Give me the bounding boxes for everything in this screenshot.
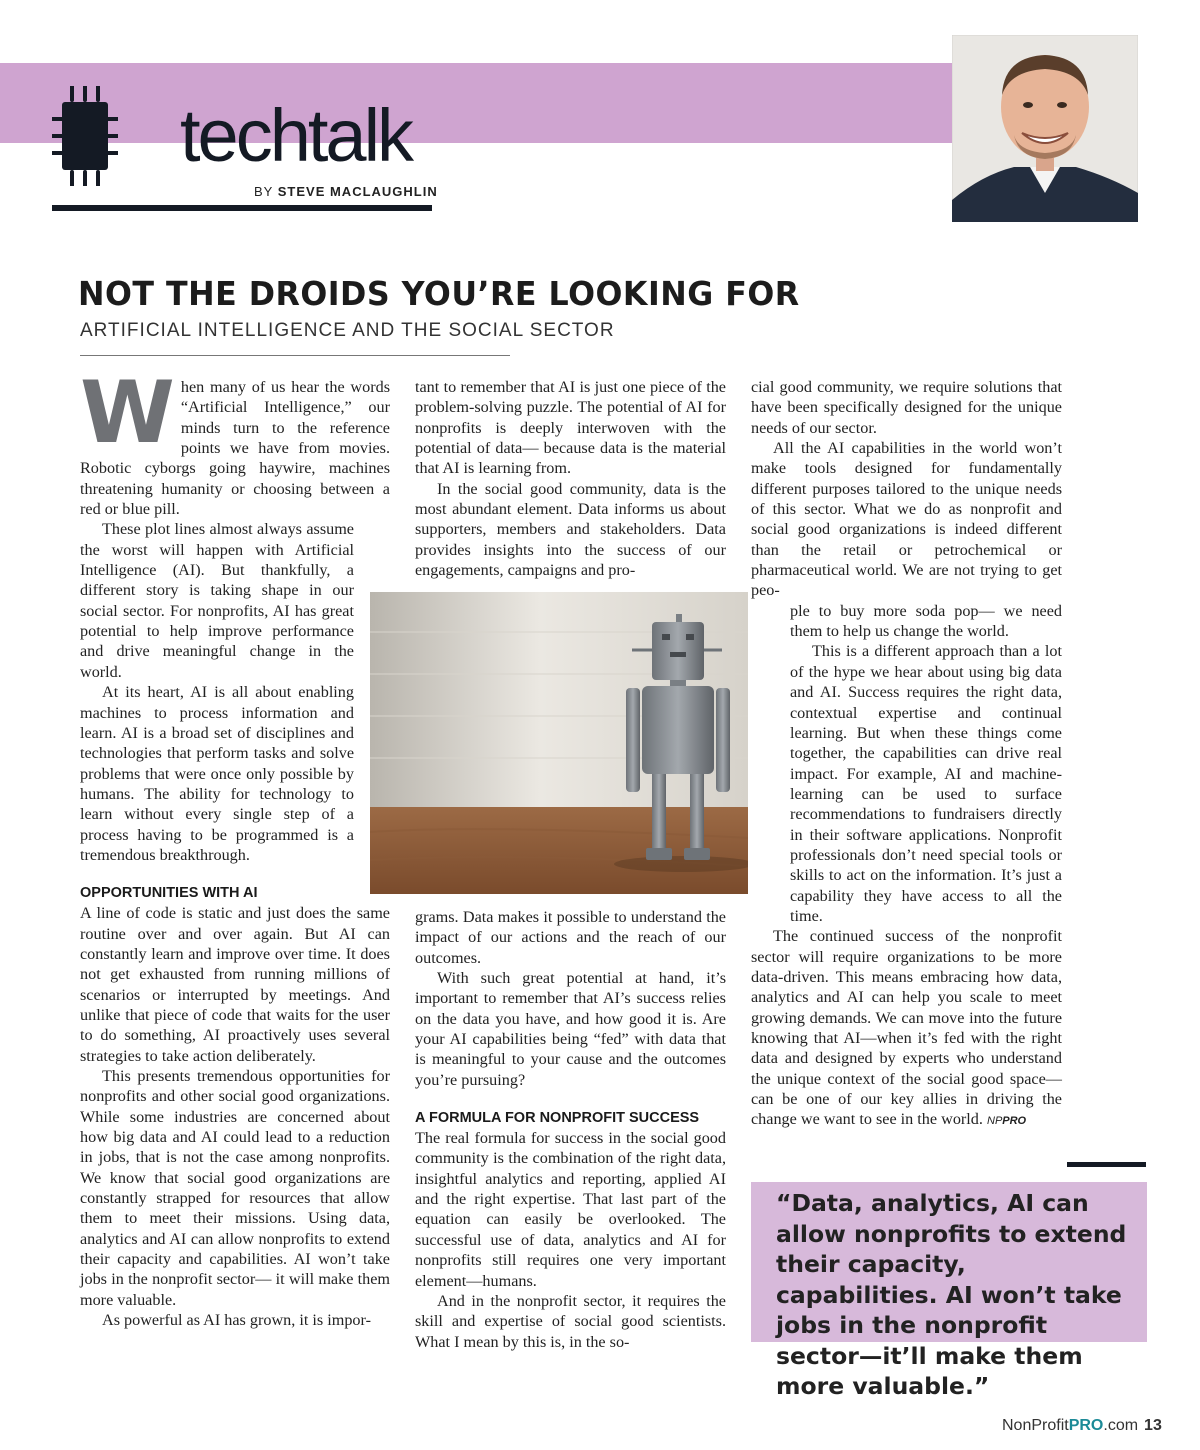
footer-site-a: NonProfit xyxy=(1002,1417,1069,1434)
paragraph: The real formula for success in the social good community is the combination of the right data, insightful analytics and reporting, applied AI and the right expertise. That last part of the equation can easily be overlooked. The successful use of data, analytics and AI for nonprofits still requires one very important element—humans. xyxy=(415,1129,726,1290)
section-title: techtalk xyxy=(180,94,412,177)
paragraph: This is a different approach than a lot of the hype we hear about using big data and AI. Success requires the right data, contextual expertise and continual learning. But when these things come together, the capabilities can drive real impact. For example, AI and machine-learning can be used to surface recommendations to fundraisers directly in their software applications. Nonprofit professionals don’t need special tools or skills to act on the information. It’s just a capability they have access to all the time. xyxy=(790,642,1062,925)
footer-site-c: .com xyxy=(1103,1417,1139,1434)
header-rule xyxy=(52,205,432,211)
paragraph: At its heart, AI is all about enabling machines to process information and learn. AI is a broad set of disciplines and technologies that perform tasks and solve problems that were once only possible by humans. The ability for technology to learn without every single step of a process having to be programmed is a tremendous breakthrough. xyxy=(80,683,354,864)
paragraph: This presents tremendous opportunities for nonprofits and other social good organizations. While some industries are concerned about how big data and AI could lead to a reduction in jobs, that is not the case among nonprofits. We know that social good organizations are constantly strapped for resources that allow them to meet their missions. Using data, analytics and AI can allow nonprofits to extend their capacity and capabilities. AI won’t take jobs in the nonprofit sector— it will make them more valuable. xyxy=(80,1067,390,1309)
paragraph: As powerful as AI has grown, it is impor- xyxy=(102,1311,371,1330)
section-heading: A FORMULA FOR NONPROFIT SUCCESS xyxy=(415,1110,700,1127)
paragraph: A line of code is static and just does the same routine over and over again. But AI can constantly learn and improve over time. It does not get exhausted from running millions of scenarios or interrupted by meetings. And unlike that piece of code that waits for the user to do something, AI proactively uses several strategies to take action deliberately. xyxy=(80,904,390,1065)
article-headline: NOT THE DROIDS YOU’RE LOOKING FOR xyxy=(78,274,800,313)
paragraph: All the AI capabilities in the world won’t make tools designed for fundamentally different purposes tailored to the unique needs of this sector. What we do as nonprofit and social good organizations is indeed different than the retail or petrochemical or pharmaceutical world. We are not trying to get peo- xyxy=(751,439,1062,600)
pull-quote: “Data, analytics, AI can allow nonprofits to extend their capacity, capabilities. AI won’t take jobs in the nonprofit sector—it’ll make them more valuable.” xyxy=(751,1182,1147,1342)
drop-cap: W xyxy=(80,363,175,463)
byline-prefix: BY xyxy=(254,184,274,199)
paragraph: In the social good community, data is the most abundant element. Data informs us about supporters, members and stakeholders. Data provides insights into the success of our engagements, campaigns and pro- xyxy=(415,479,726,580)
column-2-top xyxy=(415,377,726,580)
footer-site-b: PRO xyxy=(1068,1417,1104,1434)
column-3 xyxy=(751,377,1062,1132)
paragraph xyxy=(751,926,1062,1131)
paragraph: cial good community, we require solutions that have been specifically designed for the unique needs of our sector. xyxy=(751,378,1062,437)
paragraph: grams. Data makes it possible to understand the impact of our actions and the reach of our outcomes. xyxy=(415,908,726,967)
chip-icon xyxy=(52,86,118,186)
column-2-bottom xyxy=(415,907,726,1352)
byline-author: STEVE MACLAUGHLIN xyxy=(277,184,438,199)
author-portrait xyxy=(952,35,1138,222)
paragraph: ple to buy more soda pop— we need them to help us change the world. xyxy=(790,601,1062,641)
paragraph-text: hen many of us hear the words “Artificial Intelligence,” our minds turn to the reference points we have from movies. Robotic cyborgs going haywire, machines threatening humanity or choosing between a red or blue pill. xyxy=(80,378,390,519)
page-number: 13 xyxy=(1144,1417,1162,1434)
article-subheadline: ARTIFICIAL INTELLIGENCE AND THE SOCIAL SECTOR xyxy=(80,320,615,341)
column-1 xyxy=(80,363,390,1330)
paragraph: These plot lines almost always assume the worst will happen with Artificial Intelligence (AI). But thankfully, a different story is taking shape in our social sector. For nonprofits, AI has great potential to help improve performance and drive meaningful change in the world. xyxy=(80,520,354,681)
page-footer xyxy=(1002,1417,1162,1435)
pullquote-rule xyxy=(1067,1162,1146,1167)
paragraph: tant to remember that AI is just one piece of the problem-solving puzzle. The potential of AI for nonprofits is deeply interwoven with the potential of data— because data is the material that AI is learning from. xyxy=(415,378,726,478)
header-band xyxy=(0,63,952,143)
robot-photo xyxy=(370,592,748,894)
section-heading: OPPORTUNITIES WITH AI xyxy=(80,885,258,902)
paragraph: And in the nonprofit sector, it requires the skill and expertise of social good scientists. What I mean by this is, in the so- xyxy=(415,1291,726,1351)
paragraph-text: The continued success of the nonprofit sector will require organizations to be more data-driven. This means embracing how data, analytics and AI can help you scale to meet growing demands. We can move into the future knowing that AI—when it’s fed with the right data and designed by experts who understand the unique context of the social good space—can be one of our key allies in driving the change we want to see in the world. xyxy=(751,927,1062,1129)
paragraph: With such great potential at hand, it’s important to remember that AI’s success relies on the data you have, and how good it is. Are your AI capabilities being “fed” with data that is meaningful to your cause and the outcomes you’re pursuing? xyxy=(415,969,726,1089)
end-mark: NPPRO xyxy=(987,1115,1027,1128)
subhead-rule xyxy=(80,355,510,356)
byline xyxy=(254,184,438,199)
paragraph xyxy=(80,363,390,519)
